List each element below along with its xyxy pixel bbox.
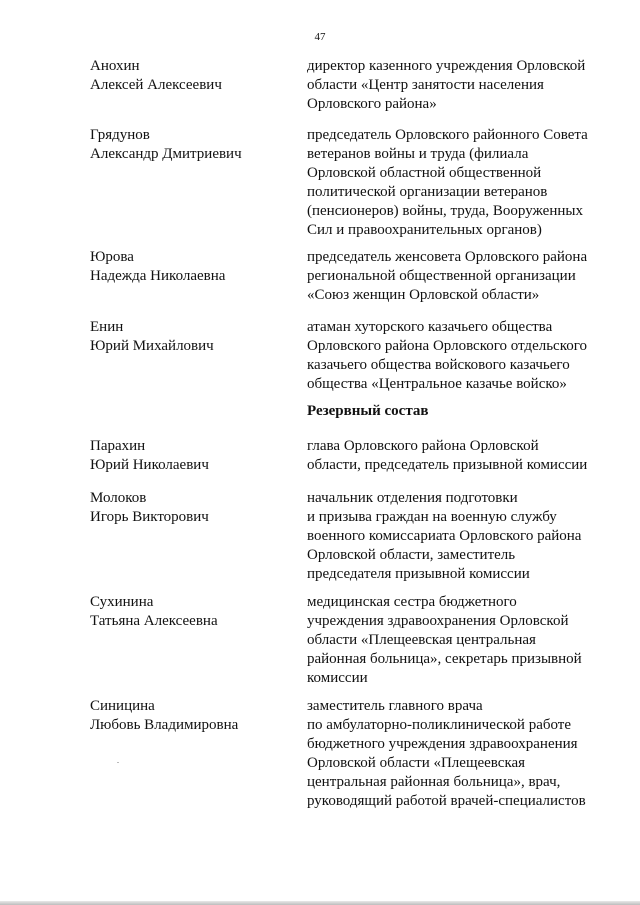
role-line: районная больница», секретарь призывной — [307, 651, 582, 667]
member-given-names: Любовь Владимировна — [90, 717, 239, 733]
role-line: области «Плещеевская центральная — [307, 632, 536, 648]
reserve-section-heading: Резервный состав — [307, 403, 429, 419]
role-line: заместитель главного врача — [307, 698, 483, 714]
member-surname: Парахин — [90, 438, 146, 454]
role-line: комиссии — [307, 670, 368, 686]
role-line: ветеранов войны и труда (филиала — [307, 146, 529, 162]
role-line: Орловской областной общественной — [307, 165, 542, 181]
member-surname: Грядунов — [90, 127, 150, 143]
role-line: области «Центр занятости населения — [307, 77, 544, 93]
role-line: председателя призывной комиссии — [307, 566, 530, 582]
member-given-names: Надежда Николаевна — [90, 268, 226, 284]
member-surname: Синицина — [90, 698, 155, 714]
role-line: региональной общественной организации — [307, 268, 576, 284]
role-line: медицинская сестра бюджетного — [307, 594, 517, 610]
role-line: казачьего общества войскового казачьего — [307, 357, 570, 373]
role-line: Орловского района» — [307, 96, 437, 112]
role-line: и призыва граждан на военную службу — [307, 509, 557, 525]
member-role — [307, 489, 627, 584]
role-line: атаман хуторского казачьего общества — [307, 319, 553, 335]
role-line: бюджетного учреждения здравоохранения — [307, 736, 578, 752]
member-name — [90, 248, 295, 286]
role-line: глава Орловского района Орловской — [307, 438, 539, 454]
role-line: Сил и правоохранительных органов) — [307, 222, 542, 238]
member-name — [90, 489, 295, 527]
member-role — [307, 248, 627, 305]
member-role — [307, 437, 627, 475]
member-name — [90, 57, 295, 95]
member-surname: Молоков — [90, 490, 147, 506]
member-given-names: Татьяна Алексеевна — [90, 613, 218, 629]
member-given-names: Александр Дмитриевич — [90, 146, 242, 162]
role-line: (пенсионеров) войны, труда, Вооруженных — [307, 203, 583, 219]
member-name — [90, 593, 295, 631]
role-line: центральная районная больница», врач, — [307, 774, 561, 790]
member-given-names: Юрий Николаевич — [90, 457, 209, 473]
role-line: руководящий работой врачей-специалистов — [307, 793, 586, 809]
role-line: военного комиссариата Орловского района — [307, 528, 582, 544]
role-line: директор казенного учреждения Орловской — [307, 58, 586, 74]
member-given-names: Игорь Викторович — [90, 509, 209, 525]
member-surname: Анохин — [90, 58, 140, 74]
member-name — [90, 126, 295, 164]
page-number: 47 — [314, 31, 326, 43]
role-line: председатель женсовета Орловского района — [307, 249, 588, 265]
member-surname: Юрова — [90, 249, 134, 265]
member-given-names: Алексей Алексеевич — [90, 77, 222, 93]
member-name — [90, 437, 295, 475]
role-line: Орловской области «Плещеевская — [307, 755, 526, 771]
member-role — [307, 318, 627, 394]
member-role — [307, 57, 627, 114]
role-line: политической организации ветеранов — [307, 184, 548, 200]
scan-speck — [117, 762, 119, 763]
member-name — [90, 318, 295, 356]
member-role — [307, 697, 627, 811]
role-line: учреждения здравоохранения Орловской — [307, 613, 569, 629]
role-line: председатель Орловского районного Совета — [307, 127, 588, 143]
member-given-names: Юрий Михайлович — [90, 338, 214, 354]
role-line: Орловской области, заместитель — [307, 547, 516, 563]
member-name — [90, 697, 295, 735]
role-line: «Союз женщин Орловской области» — [307, 287, 540, 303]
member-role — [307, 126, 627, 240]
role-line: области, председатель призывной комиссии — [307, 457, 588, 473]
member-role — [307, 593, 627, 688]
role-line: начальник отделения подготовки — [307, 490, 518, 506]
member-surname: Енин — [90, 319, 124, 335]
role-line: по амбулаторно-поликлинической работе — [307, 717, 572, 733]
role-line: Орловского района Орловского отдельского — [307, 338, 588, 354]
role-line: общества «Центральное казачье войско» — [307, 376, 567, 392]
member-surname: Сухинина — [90, 594, 154, 610]
page-bottom-edge — [0, 901, 640, 905]
